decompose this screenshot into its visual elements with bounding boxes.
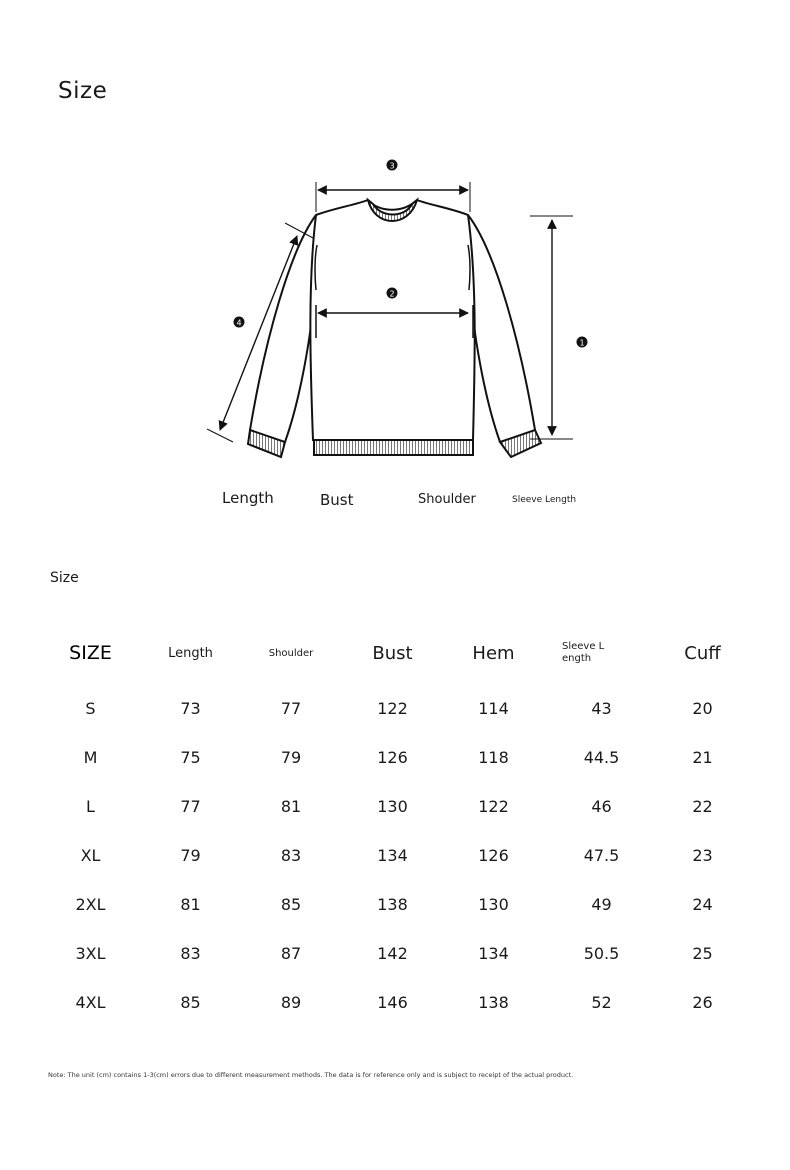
table-row <box>40 929 746 978</box>
cell-size: S <box>85 699 96 718</box>
cell-cuff: 22 <box>692 797 713 816</box>
cell-hem: 118 <box>478 748 509 767</box>
cell-size: 2XL <box>75 895 106 914</box>
cell-shoulder: 81 <box>280 797 302 816</box>
cell-sleeve-length: 46 <box>591 797 612 816</box>
header-length: Length <box>168 645 213 661</box>
diagram-label-length: Length <box>222 489 274 507</box>
page-title: Size <box>58 78 108 104</box>
cell-hem: 130 <box>478 895 509 914</box>
cell-sleeve-length: 43 <box>591 699 612 718</box>
header-size: SIZE <box>69 642 112 664</box>
cell-length: 81 <box>180 895 201 914</box>
marker-1: 1 <box>579 338 585 348</box>
hem-rib <box>314 440 473 455</box>
cell-shoulder: 79 <box>280 748 302 767</box>
cell-length: 73 <box>180 699 201 718</box>
cell-shoulder: 77 <box>280 699 302 718</box>
cell-length: 77 <box>180 797 201 816</box>
table-row <box>40 831 746 880</box>
cell-cuff: 20 <box>692 699 713 718</box>
table-header-row <box>40 622 746 684</box>
header-hem: Hem <box>472 642 515 664</box>
marker-4: 4 <box>236 318 242 328</box>
header-shoulder: Shoulder <box>268 647 314 659</box>
table-row <box>40 733 746 782</box>
header-sleeve-length: Sleeve Length <box>562 641 605 664</box>
cell-length: 83 <box>180 944 201 963</box>
right-sleeve <box>468 215 535 444</box>
cell-shoulder: 87 <box>280 944 302 963</box>
cell-bust: 130 <box>377 797 408 816</box>
cell-cuff: 25 <box>692 944 713 963</box>
cell-length: 75 <box>180 748 201 767</box>
cell-sleeve-length: 50.5 <box>583 944 620 963</box>
cell-hem: 134 <box>478 944 509 963</box>
cell-size: L <box>86 797 95 816</box>
header-bust: Bust <box>372 642 413 664</box>
cell-hem: 122 <box>478 797 509 816</box>
cell-bust: 126 <box>377 748 408 767</box>
table-row <box>40 684 746 733</box>
table-row <box>40 978 746 1027</box>
cell-shoulder: 83 <box>280 846 302 865</box>
diagram-label-sleeve-length: Sleeve Length <box>512 495 577 505</box>
cell-size: 3XL <box>75 944 106 963</box>
cell-shoulder: 89 <box>280 993 302 1012</box>
size-table <box>40 622 746 1027</box>
cell-size: XL <box>80 846 101 865</box>
cell-bust: 134 <box>377 846 408 865</box>
table-row <box>40 782 746 831</box>
sweater-diagram <box>195 150 595 470</box>
diagram-label-shoulder: Shoulder <box>418 492 476 507</box>
marker-3: 3 <box>389 161 395 171</box>
cell-sleeve-length: 52 <box>591 993 612 1012</box>
cell-sleeve-length: 49 <box>591 895 612 914</box>
body <box>310 200 474 440</box>
cell-hem: 126 <box>478 846 509 865</box>
cell-size: M <box>83 748 98 767</box>
cell-shoulder: 85 <box>280 895 302 914</box>
cell-bust: 146 <box>377 993 408 1012</box>
cell-size: 4XL <box>75 993 106 1012</box>
cell-cuff: 23 <box>692 846 713 865</box>
cell-cuff: 26 <box>692 993 713 1012</box>
cell-length: 85 <box>180 993 201 1012</box>
cell-bust: 142 <box>377 944 408 963</box>
table-title: Size <box>50 570 79 586</box>
table-row <box>40 880 746 929</box>
cell-cuff: 21 <box>692 748 713 767</box>
cell-sleeve-length: 44.5 <box>583 748 620 767</box>
cell-hem: 114 <box>478 699 509 718</box>
diagram-label-bust: Bust <box>320 491 354 509</box>
cell-bust: 122 <box>377 699 408 718</box>
cell-length: 79 <box>180 846 201 865</box>
marker-2: 2 <box>389 289 395 299</box>
cell-sleeve-length: 47.5 <box>583 846 620 865</box>
measurement-note: Note: The unit (cm) contains 1-3(cm) errors due to different measurement methods. The data is for reference only and is subject to receipt of the actual product. <box>48 1071 574 1079</box>
cell-hem: 138 <box>478 993 509 1012</box>
header-cuff: Cuff <box>684 642 721 664</box>
cell-cuff: 24 <box>692 895 713 914</box>
cell-bust: 138 <box>377 895 408 914</box>
